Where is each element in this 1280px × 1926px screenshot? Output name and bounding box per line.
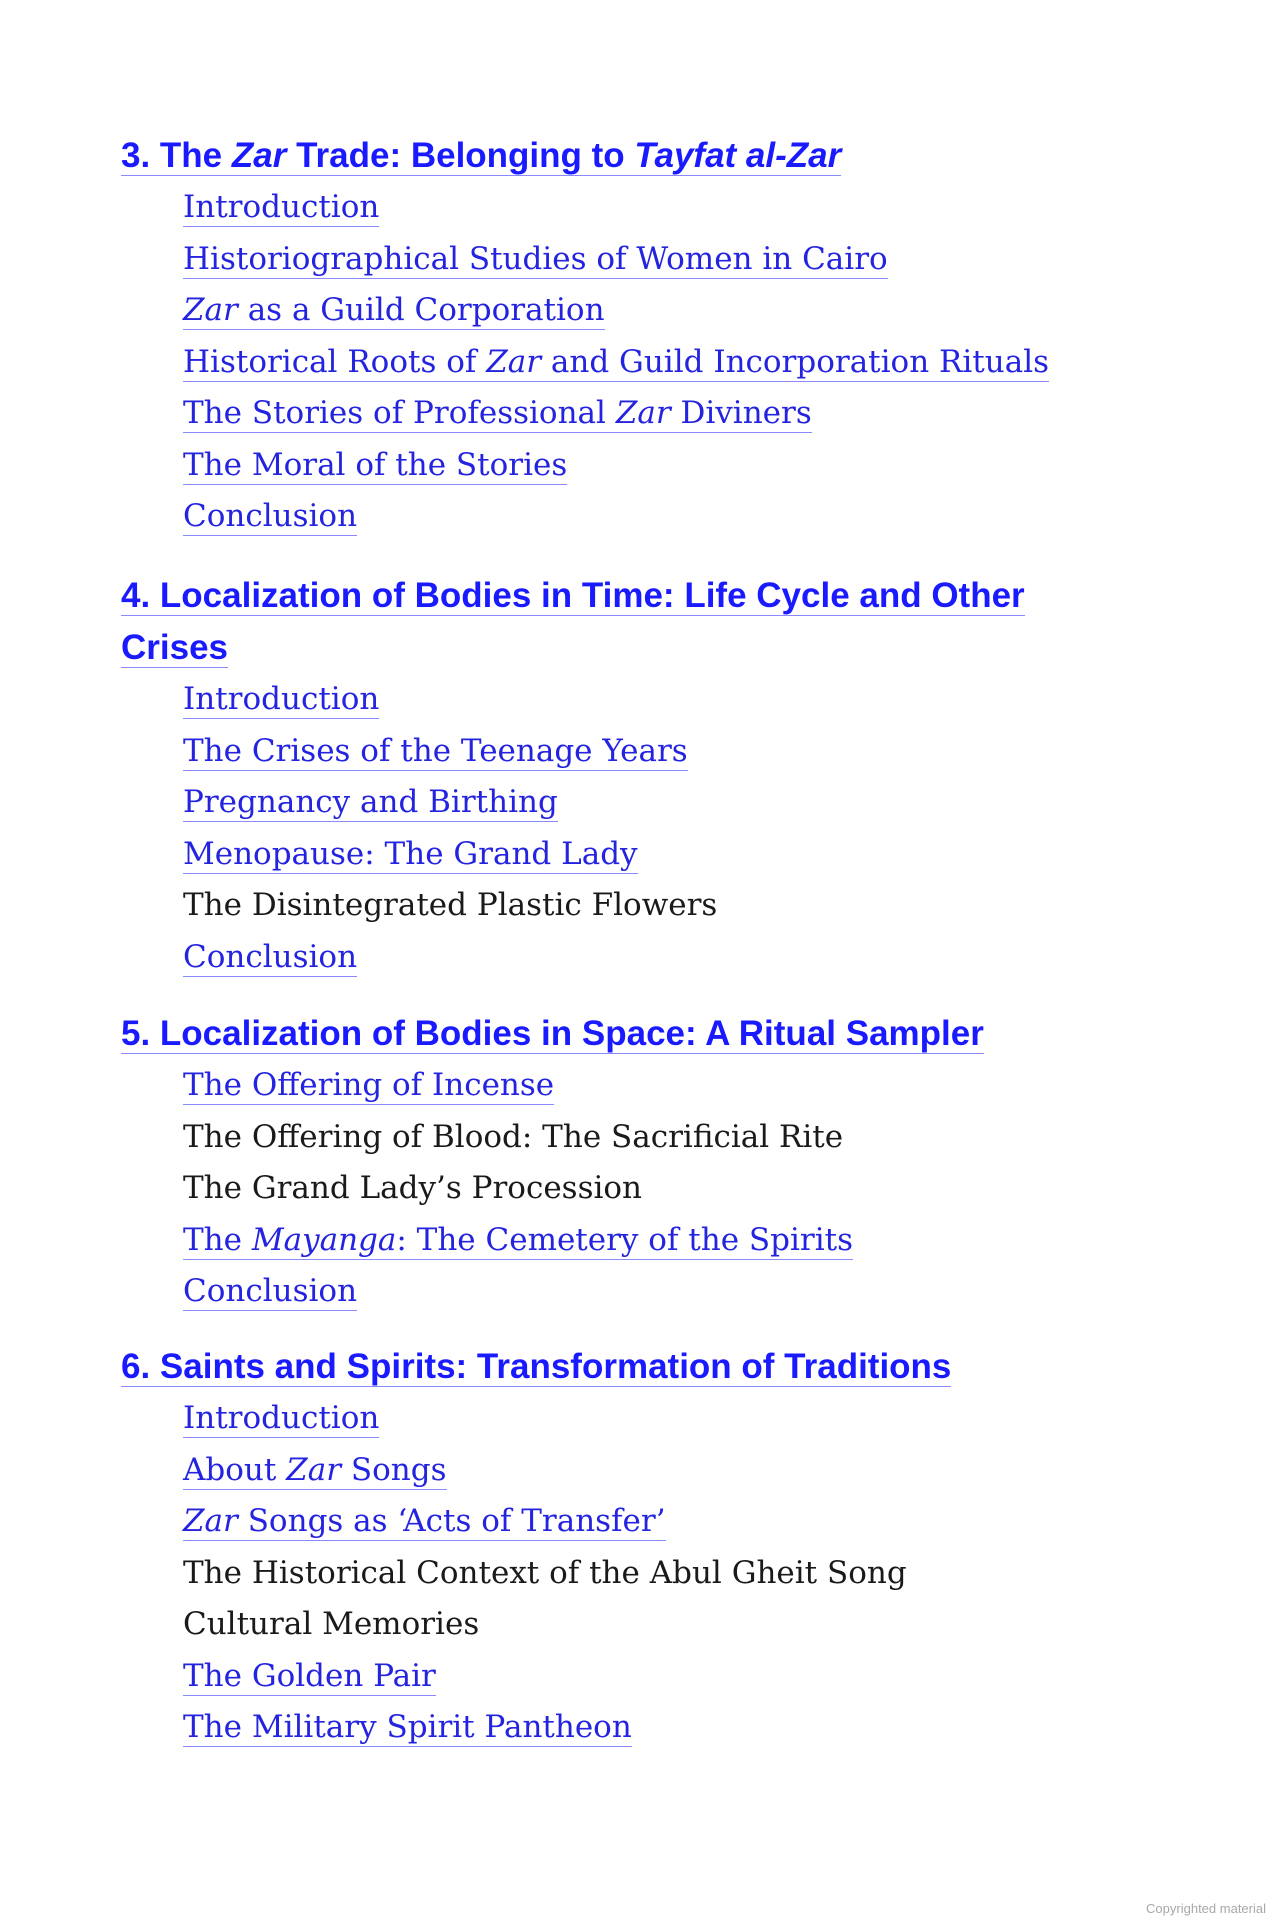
copyright-note: Copyrighted material bbox=[1146, 1901, 1266, 1916]
toc-entry[interactable] bbox=[183, 337, 1081, 389]
toc-entry[interactable] bbox=[183, 674, 1081, 726]
chapter-6 bbox=[121, 1341, 1081, 1754]
toc-text: The Historical Context of the Abul Gheit Song bbox=[183, 1554, 907, 1591]
section-list bbox=[121, 674, 1081, 983]
chapter-title-link[interactable]: 5. Localization of Bodies in Space: A Ritual Sampler bbox=[121, 1014, 984, 1053]
toc-entry[interactable] bbox=[183, 726, 1081, 778]
chapter-title-link[interactable]: 3. The Zar Trade: Belonging to Tayfat al-Zar bbox=[121, 136, 842, 175]
chapter-title bbox=[121, 570, 1081, 674]
toc-link: The Offering of Incense bbox=[183, 1067, 555, 1103]
toc-entry-plain bbox=[183, 1163, 1081, 1215]
toc-entry[interactable] bbox=[183, 1393, 1081, 1445]
chapter-title bbox=[121, 1008, 1081, 1060]
chapter-title bbox=[121, 130, 1081, 182]
toc-link: Conclusion bbox=[183, 938, 358, 975]
toc-link: The Stories of Professional Zar Diviners bbox=[183, 395, 812, 431]
toc-entry[interactable] bbox=[183, 1496, 1081, 1548]
toc-link: The Moral of the Stories bbox=[183, 446, 568, 483]
toc-link: Introduction bbox=[183, 1400, 380, 1436]
toc-link: Conclusion bbox=[183, 1273, 358, 1309]
toc-entry[interactable] bbox=[183, 285, 1081, 337]
toc-entry[interactable] bbox=[183, 829, 1081, 881]
toc-entry[interactable] bbox=[183, 491, 1081, 543]
toc-text: Cultural Memories bbox=[183, 1606, 480, 1642]
toc-link: Menopause: The Grand Lady bbox=[183, 835, 638, 872]
chapter-3 bbox=[121, 130, 1081, 543]
section-list bbox=[121, 182, 1081, 543]
toc-link: Zar as a Guild Corporation bbox=[183, 292, 605, 328]
chapter-title-link[interactable]: 6. Saints and Spirits: Transformation of Traditions bbox=[121, 1347, 952, 1386]
chapter-title-link[interactable]: 4. Localization of Bodies in Time: Life Cycle and Other Crises bbox=[121, 576, 1025, 667]
toc-link: Conclusion bbox=[183, 498, 358, 534]
toc-text: The Disintegrated Plastic Flowers bbox=[183, 887, 718, 923]
toc-link: Introduction bbox=[183, 189, 380, 225]
section-list bbox=[121, 1060, 1081, 1318]
section-list bbox=[121, 1393, 1081, 1754]
toc-link: Pregnancy and Birthing bbox=[183, 784, 558, 820]
toc-entry[interactable] bbox=[183, 1651, 1081, 1703]
chapter-4 bbox=[121, 570, 1081, 983]
toc-entry[interactable] bbox=[183, 388, 1081, 440]
toc-entry[interactable] bbox=[183, 1215, 1081, 1267]
toc-link: Historiographical Studies of Women in Cairo bbox=[183, 240, 888, 277]
toc-link: The Mayanga: The Cemetery of the Spirits bbox=[183, 1221, 854, 1258]
toc-entry-plain bbox=[183, 880, 1081, 932]
toc-link: About Zar Songs bbox=[183, 1451, 447, 1488]
toc-link: The Golden Pair bbox=[183, 1657, 436, 1694]
toc-text: The Offering of Blood: The Sacrificial Rite bbox=[183, 1118, 844, 1155]
toc-entry[interactable] bbox=[183, 440, 1081, 492]
toc-entry[interactable] bbox=[183, 1702, 1081, 1754]
toc-entry[interactable] bbox=[183, 777, 1081, 829]
toc-link: Zar Songs as ‘Acts of Transfer’ bbox=[183, 1503, 666, 1539]
toc-link: Historical Roots of Zar and Guild Incorporation Rituals bbox=[183, 343, 1050, 380]
toc-entry[interactable] bbox=[183, 182, 1081, 234]
toc-entry-plain bbox=[183, 1599, 1081, 1651]
toc-link: Introduction bbox=[183, 681, 380, 717]
chapter-5 bbox=[121, 1008, 1081, 1318]
toc-entry[interactable] bbox=[183, 234, 1081, 286]
toc-link: The Crises of the Teenage Years bbox=[183, 732, 688, 769]
toc-entry[interactable] bbox=[183, 1445, 1081, 1497]
toc-entry[interactable] bbox=[183, 1266, 1081, 1318]
toc-entry-plain bbox=[183, 1548, 1081, 1600]
toc-link: The Military Spirit Pantheon bbox=[183, 1709, 632, 1745]
chapter-title bbox=[121, 1341, 1081, 1393]
toc-entry[interactable] bbox=[183, 932, 1081, 984]
toc-text: The Grand Lady’s Procession bbox=[183, 1170, 643, 1206]
toc-entry-plain bbox=[183, 1112, 1081, 1164]
toc-entry[interactable] bbox=[183, 1060, 1081, 1112]
